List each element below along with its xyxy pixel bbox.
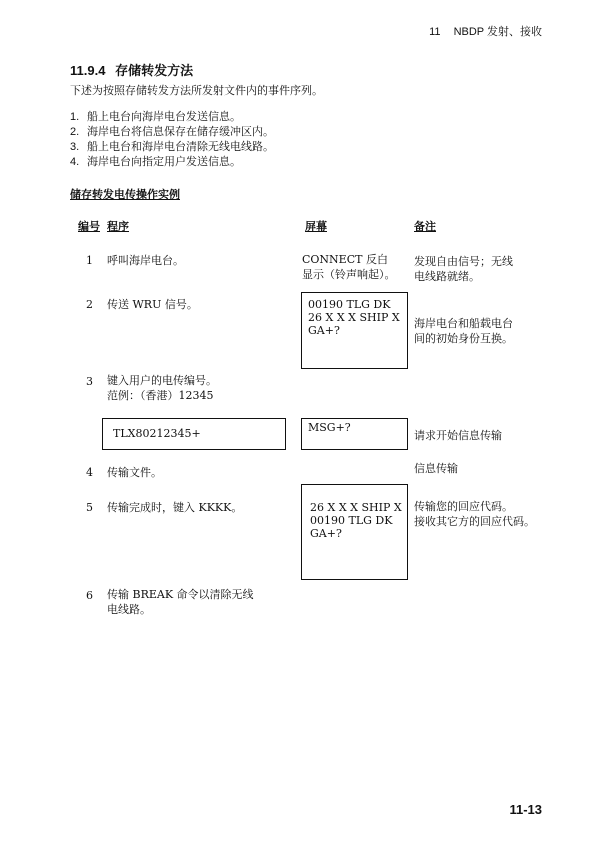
event-sequence-list	[70, 110, 274, 170]
user-input-box: TLX80212345+	[102, 418, 286, 450]
remarks-text: 传输您的回应代码。 接收其它方的回应代码。	[414, 500, 535, 528]
row-number: 1	[86, 254, 93, 267]
row-number: 6	[86, 589, 93, 602]
section-heading	[70, 60, 193, 79]
procedure-text: 传输 BREAK 命令以清除无线 电线路。	[107, 588, 254, 616]
screen-display-box: 26 X X X SHIP X 00190 TLG DK GA+?	[301, 484, 408, 580]
list-item: 1. 船上电台向海岸电台发送信息。	[70, 111, 241, 123]
column-header-remarks: 备注	[414, 221, 436, 233]
screen-display-box: 00190 TLG DK 26 X X X SHIP X GA+?	[301, 292, 408, 369]
remarks-text: 信息传输	[414, 462, 458, 475]
list-item: 3. 船上电台和海岸电台清除无线电线路。	[70, 141, 274, 153]
procedure-text: 传输文件。	[107, 466, 162, 479]
page-number: 11-13	[509, 802, 542, 817]
intro-text: 下述为按照存储转发方法所发射文件内的事件序列。	[70, 85, 323, 97]
row-number: 2	[86, 298, 93, 311]
remarks-text: 发现自由信号；无线 电线路就绪。	[414, 255, 513, 283]
column-header-procedure: 程序	[107, 221, 129, 233]
running-header	[429, 23, 542, 39]
screen-display-box: MSG+?	[301, 418, 408, 450]
remarks-text: 海岸电台和船载电台 间的初始身份互换。	[414, 317, 513, 345]
list-item: 4. 海岸电台向指定用户发送信息。	[70, 156, 241, 168]
remarks-text: 请求开始信息传输	[414, 429, 502, 442]
procedure-text: 键入用户的电传编号。 范例：（香港）12345	[107, 374, 217, 402]
column-header-screen: 屏幕	[305, 221, 327, 233]
procedure-text: 呼叫海岸电台。	[107, 254, 184, 267]
chapter-title: NBDP 发射、接收	[453, 26, 542, 38]
example-title: 储存转发电传操作实例	[70, 189, 180, 201]
section-title: 存储转发方法	[115, 63, 194, 78]
row-number: 4	[86, 466, 93, 479]
procedure-text: 传输完成时，键入 KKKK。	[107, 501, 243, 514]
column-header-number: 编号	[78, 221, 100, 233]
procedure-text: 传送 WRU 信号。	[107, 298, 198, 311]
chapter-number: 11	[429, 26, 441, 38]
section-number: 11.9.4	[70, 63, 106, 78]
screen-text: CONNECT 反白 显示（铃声响起）。	[302, 253, 396, 281]
row-number: 3	[86, 375, 93, 388]
row-number: 5	[86, 501, 93, 514]
list-item: 2. 海岸电台将信息保存在储存缓冲区内。	[70, 126, 274, 138]
